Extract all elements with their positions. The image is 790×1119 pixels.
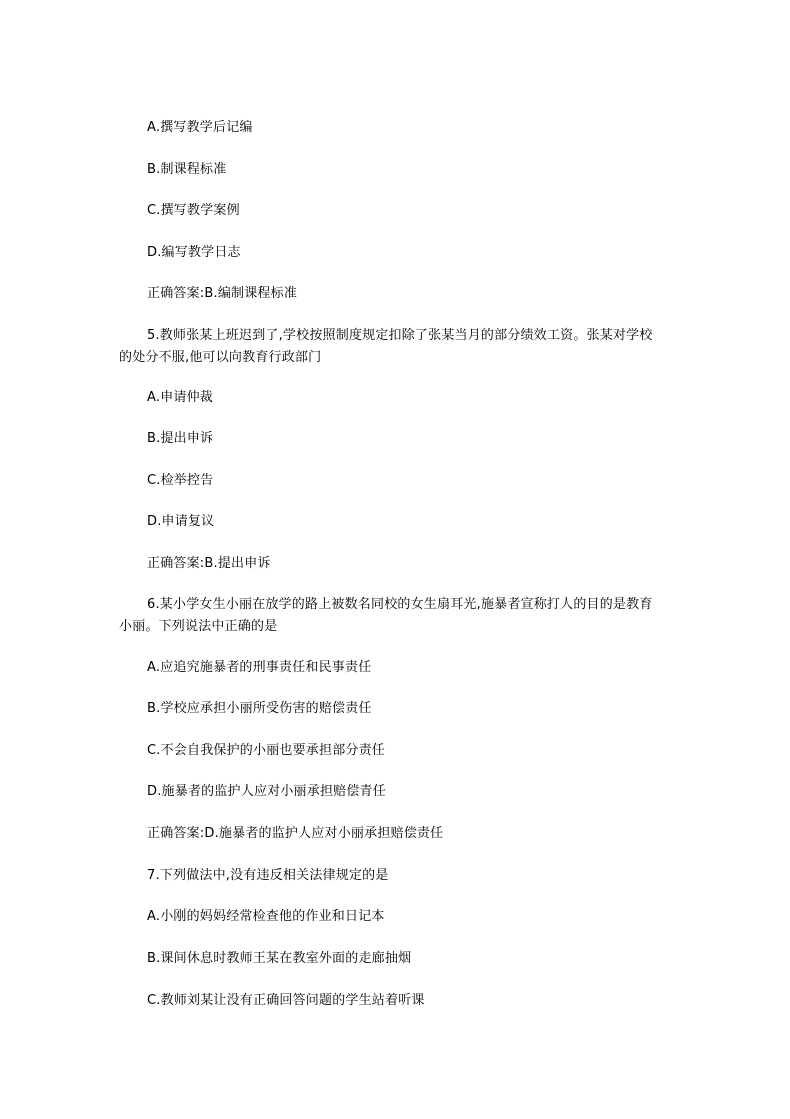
q7-option-b: B.课间休息时教师王某在教室外面的走廊抽烟 (147, 951, 412, 966)
q6-option-b: B.学校应承担小丽所受伤害的赔偿责任 (147, 701, 372, 716)
q4-option-c: C.撰写教学案例 (147, 203, 240, 218)
q5-option-b: B.提出申诉 (147, 431, 214, 446)
q5-option-a: A.申请仲裁 (147, 390, 213, 405)
q4-option-d: D.编写教学日志 (147, 245, 241, 260)
q5-stem: 5.教师张某上班迟到了,学校按照制度规定扣除了张某当月的部分绩效工资。张某对学校的处分不服,他可以向教育行政部门 (119, 328, 653, 365)
q7-option-c: C.教师刘某让没有正确回答问题的学生站着听课 (147, 993, 425, 1008)
q4-option-a: A.撰写教学后记编 (147, 120, 253, 135)
q7-option-a: A.小刚的妈妈经常检查他的作业和日记本 (147, 909, 385, 924)
q7-stem: 7.下列做法中,没有违反相关法律规定的是 (147, 868, 389, 883)
q5-option-d: D.申请复议 (147, 514, 215, 529)
q6-answer: 正确答案:D.施暴者的监护人应对小丽承担赔偿责任 (147, 826, 444, 841)
q5-option-c: C.检举控告 (147, 473, 214, 488)
q5-answer: 正确答案:B.提出申诉 (147, 556, 271, 571)
q6-option-d: D.施暴者的监护人应对小丽承担赔偿青任 (147, 784, 386, 799)
q6-option-c: C.不会自我保护的小丽也要承担部分责任 (147, 743, 386, 758)
q6-option-a: A.应追究施暴者的刑事责任和民事责任 (147, 660, 372, 675)
q6-stem: 6.某小学女生小丽在放学的路上被数名同校的女生扇耳光,施暴者宣称打人的目的是教育小丽。下列说法中正确的是 (119, 597, 653, 634)
q4-option-b: B.制课程标准 (147, 162, 227, 177)
q4-answer: 正确答案:B.编制课程标准 (147, 286, 298, 301)
